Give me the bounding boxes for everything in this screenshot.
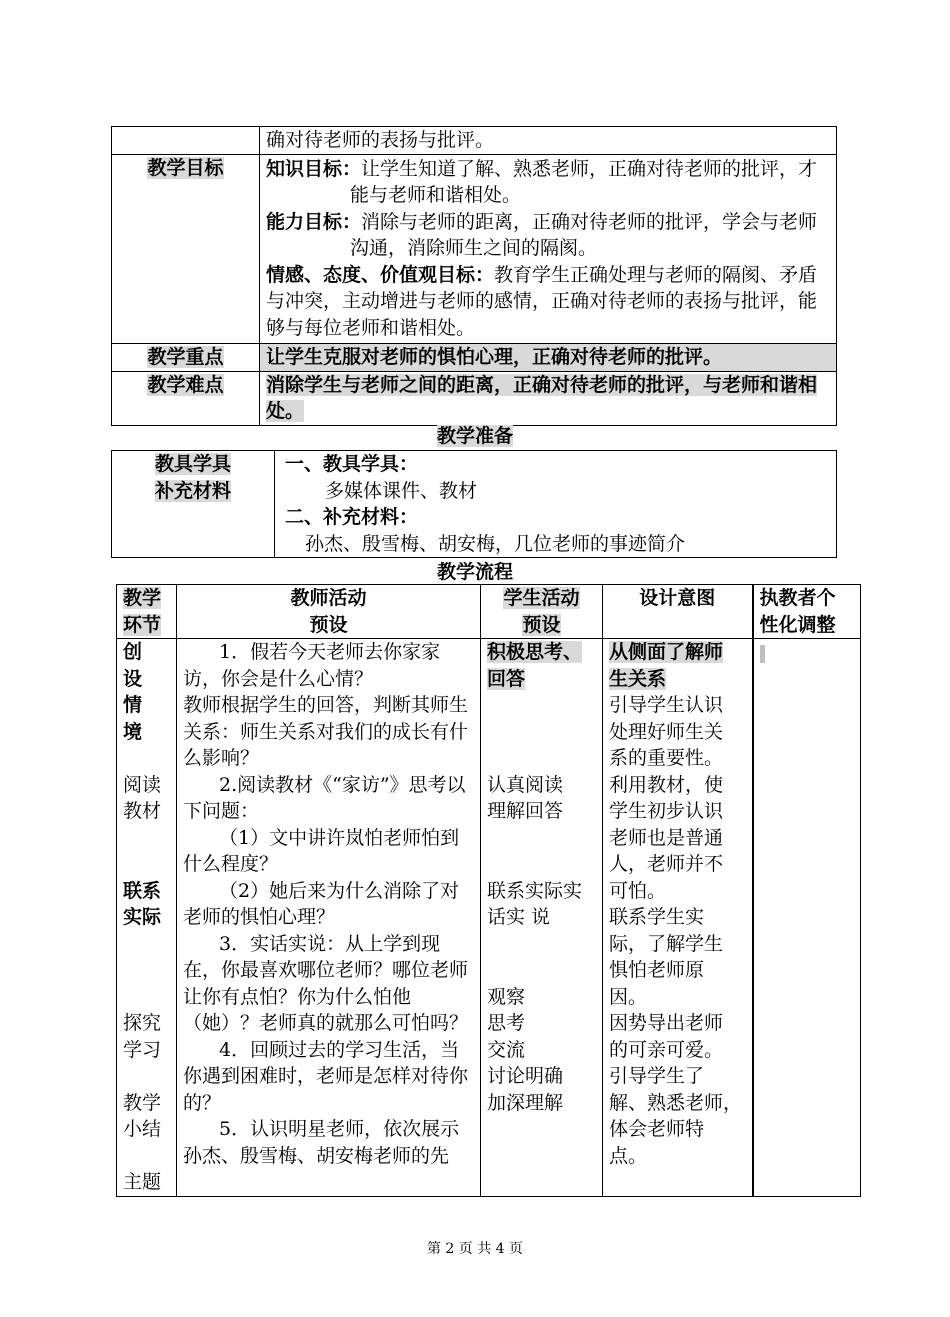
intent-line: 系的重要性。 (609, 747, 724, 769)
student-text: 话实 说 (487, 906, 551, 928)
student-text: 理解回答 (487, 800, 564, 822)
header-intent: 设计意图 (639, 587, 716, 609)
stage-line (123, 851, 170, 878)
stage-line (123, 957, 170, 984)
difficulty-label: 教学难点 (147, 373, 224, 396)
teacher-item-1: 1．假若今天老师去你家家访，你会是什么心情？ (183, 641, 441, 690)
student-text: 思考 (487, 1012, 526, 1034)
header-adjust-2: 性化调整 (759, 613, 836, 636)
stage-line: 设 (123, 667, 143, 690)
student-text: 回答 (487, 667, 526, 690)
stage-column (117, 639, 177, 1197)
intent-line: 利用教材，使 (609, 773, 724, 796)
page-footer: 第 2 页 共 4 页 (426, 1241, 524, 1257)
stage-line (123, 1143, 170, 1170)
intent-line: 因。 (609, 985, 648, 1008)
key-point-label: 教学重点 (147, 346, 224, 368)
stage-line: 小结 (123, 1118, 162, 1140)
text-caret (760, 645, 765, 663)
student-line (487, 931, 596, 958)
intent-line: 惧怕老师原 (609, 959, 705, 981)
stage-line: 情 (123, 694, 143, 716)
prep-label-2: 补充材料 (154, 479, 231, 502)
student-text: 交流 (487, 1038, 526, 1061)
goals-content (260, 154, 837, 344)
header-teacher-1: 教师活动 (290, 587, 367, 609)
intent-line: 因势导出老师 (609, 1012, 724, 1034)
continued-text: 确对待老师的表扬与批评。 (260, 127, 837, 155)
stage-line (123, 825, 170, 852)
student-line (487, 692, 596, 719)
student-line (487, 984, 596, 1011)
goals-label: 教学目标 (147, 156, 224, 179)
student-text: 积极思考、 (487, 641, 583, 663)
teacher-item-6: 3．实话实说：从上学到现在，你最喜欢哪位老师？哪位老师让你有点怕？你为什么怕他（她）？老师真的就那么可怕吗？ (183, 932, 469, 1034)
student-line (487, 851, 596, 878)
stage-line: 教材 (123, 800, 162, 822)
header-adjust-1: 执教者个 (759, 587, 836, 609)
teacher-item-7: 4．回顾过去的学习生活，当你遇到困难时，老师是怎样对待你的？ (183, 1038, 469, 1114)
stage-line: 阅读 (123, 773, 162, 796)
stage-line: 主题 (123, 1171, 162, 1193)
intent-line: 解、熟悉老师， (609, 1091, 743, 1114)
header-stage-1: 教学 (123, 587, 162, 609)
student-line (487, 1063, 596, 1090)
flow-table (116, 584, 861, 1197)
stage-line: 创 (123, 641, 143, 663)
header-stage-2: 环节 (123, 613, 162, 636)
student-line (487, 639, 596, 666)
prep-title: 教学准备 (436, 425, 513, 447)
intent-line: 引导学生了 (609, 1065, 705, 1087)
prep-heading-1: 一、教具学具： (285, 453, 419, 475)
teacher-item-3: 2.阅读教材《“家访”》思考以下问题： (183, 773, 466, 822)
prep-text-2: 孙杰、殷雪梅、胡安梅，几位老师的事迹简介 (305, 532, 686, 555)
student-line (487, 1090, 596, 1117)
student-text: 认真阅读 (487, 773, 564, 796)
stage-line (123, 745, 170, 772)
teacher-column (177, 639, 481, 1197)
intent-line: 人，老师并不 (609, 853, 724, 875)
student-text: 加深理解 (487, 1091, 564, 1114)
header-teacher-2: 预设 (309, 613, 348, 636)
student-text: 联系实际实 (487, 879, 583, 902)
student-line (487, 878, 596, 905)
stage-line: 境 (123, 720, 143, 743)
intent-line: 的可亲可爱。 (609, 1038, 724, 1061)
intent-line: 体会老师特 (609, 1118, 705, 1140)
stage-line (123, 931, 170, 958)
prep-heading-2: 二、补充材料： (285, 506, 419, 528)
header-student-2: 预设 (522, 613, 561, 636)
stage-line: 联系 (123, 879, 162, 902)
student-line (487, 1010, 596, 1037)
difficulty-text: 消除学生与老师之间的距离，正确对待老师的批评，与老师和谐相处。 (266, 373, 818, 422)
ability-goal: 能力目标：消除与老师的距离，正确对待老师的批评，学会与老师沟通，消除师生之间的隔阂。 (266, 210, 818, 259)
knowledge-goal: 知识目标：让学生知道了解、熟悉老师，正确对待老师的批评，才能与老师和谐相处。 (266, 157, 818, 206)
intent-heading-text: 生关系 (609, 667, 667, 690)
student-line (487, 957, 596, 984)
empty-label-cell (112, 127, 260, 155)
intent-line: 际，了解学生 (609, 932, 724, 955)
student-column (481, 639, 603, 1197)
intent-line: 可怕。 (609, 879, 667, 902)
key-point-text: 让学生克服对老师的惧怕心理，正确对待老师的批评。 (266, 346, 723, 368)
intent-line: 老师也是普通 (609, 826, 724, 849)
intent-line: 点。 (609, 1144, 648, 1167)
intent-line: 引导学生认识 (609, 694, 724, 716)
stage-line (123, 984, 170, 1011)
intent-heading-line (609, 639, 746, 666)
intent-heading-line (609, 666, 746, 693)
prep-label-1: 教具学具 (154, 453, 231, 475)
prep-text-1: 多媒体课件、教材 (325, 479, 478, 502)
student-line (487, 825, 596, 852)
student-line (487, 904, 596, 931)
stage-line: 教学 (123, 1091, 162, 1114)
prep-table (111, 450, 837, 558)
teacher-item-8: 5．认识明星老师，依次展示孙杰、殷雪梅、胡安梅老师的先 (183, 1118, 460, 1167)
header-student-1: 学生活动 (503, 587, 580, 609)
flow-title: 教学流程 (436, 561, 513, 583)
student-line (487, 1037, 596, 1064)
student-line (487, 719, 596, 746)
intent-line: 处理好师生关 (609, 720, 724, 743)
stage-line: 学习 (123, 1038, 162, 1061)
intent-heading-text: 从侧面了解师 (609, 641, 724, 663)
adjust-column (753, 639, 861, 1197)
teacher-item-2: 教师根据学生的回答，判断其师生关系：师生关系对我们的成长有什么影响？ (183, 694, 469, 769)
student-line (487, 666, 596, 693)
teacher-item-5: （2）她后来为什么消除了对老师的惧怕心理？ (183, 879, 460, 928)
stage-line: 实际 (123, 906, 162, 928)
student-line (487, 798, 596, 825)
student-text: 观察 (487, 985, 526, 1008)
student-line (487, 772, 596, 799)
intent-line: 学生初步认识 (609, 800, 724, 822)
student-text: 讨论明确 (487, 1065, 564, 1087)
student-line (487, 745, 596, 772)
objectives-table (111, 126, 837, 426)
intent-column (603, 639, 753, 1197)
intent-line: 联系学生实 (609, 906, 705, 928)
emotion-goal: 情感、态度、价值观目标：教育学生正确处理与老师的隔阂、矛盾与冲突，主动增进与老师的感情，正确对待老师的表扬与批评，能够与每位老师和谐相处。 (266, 263, 818, 339)
stage-line: 探究 (123, 1012, 162, 1034)
teacher-item-4: （1）文中讲许岚怕老师怕到什么程度？ (183, 826, 460, 875)
stage-line (123, 1063, 170, 1090)
